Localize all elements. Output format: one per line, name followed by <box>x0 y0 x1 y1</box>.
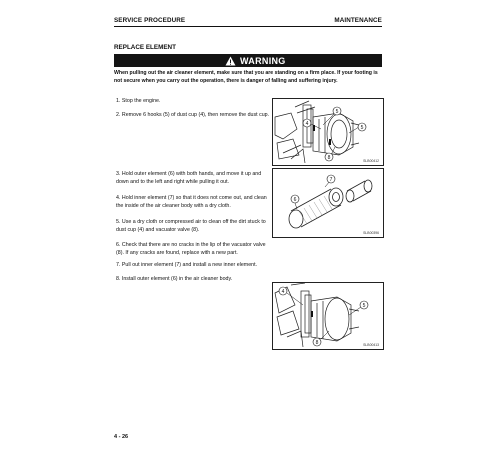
warning-label: WARNING <box>240 55 286 66</box>
step-2: 2. Remove 6 hooks (5) of dust cup (4), then remove the dust cup. <box>116 112 270 118</box>
page-number: 4 - 26 <box>114 434 129 440</box>
callout-label: 6 <box>293 197 297 203</box>
figure-code: SLB00413 <box>363 343 379 347</box>
step-4: 4. Hold inner element (7) so that it does not come out, and clean the inside of the air cleaner body with a dry cloth. <box>116 195 267 209</box>
header-left: SERVICE PROCEDURE <box>114 17 186 24</box>
figure-install-element <box>272 282 384 350</box>
warning-triangle-icon <box>225 56 236 66</box>
dust-cup-illustration <box>273 99 383 165</box>
figure-code: SLB00412 <box>363 159 379 163</box>
callout-label: 4 <box>281 289 285 295</box>
warning-banner <box>114 54 382 67</box>
warning-text: When pulling out the air cleaner element, make sure that you are standing on a firm place. If your footing is not secure when you carry out the operation, there is danger of falling and suffering injury. <box>114 70 378 84</box>
callout-label: 5 <box>362 303 366 309</box>
section-title: REPLACE ELEMENT <box>114 44 176 51</box>
step-3: 3. Hold outer element (6) with both hands, and move it up and down and to the left and right while pulling it out. <box>116 171 262 185</box>
step-7: 7. Pull out inner element (7) and install a new inner element. <box>116 262 258 268</box>
step-1: 1. Stop the engine. <box>116 98 161 104</box>
step-8: 8. Install outer element (6) in the air cleaner body. <box>116 276 233 282</box>
figure-dust-cup-removal <box>272 98 384 166</box>
callout-label: 8 <box>327 155 331 161</box>
step-6: 6. Check that there are no cracks in the lip of the vacuator valve (8). If any cracks are found, replace with a new part. <box>116 242 266 256</box>
air-cleaner-elements-illustration <box>273 169 383 237</box>
header-rule <box>114 26 382 27</box>
callout-label: 7 <box>329 177 333 183</box>
step-5: 5. Use a dry cloth or compressed air to clean off the dirt stuck to dust cup (4) and vacuator valve (8). <box>116 219 266 233</box>
figure-code: SLB00396 <box>363 231 379 235</box>
callout-label: 5 <box>360 125 364 131</box>
element-installation-illustration <box>273 283 383 349</box>
callout-label: 8 <box>315 340 319 346</box>
callout-label: 4 <box>305 121 309 127</box>
callout-label: 5 <box>335 109 339 115</box>
figure-elements <box>272 168 384 238</box>
header-right: MAINTENANCE <box>334 17 382 24</box>
